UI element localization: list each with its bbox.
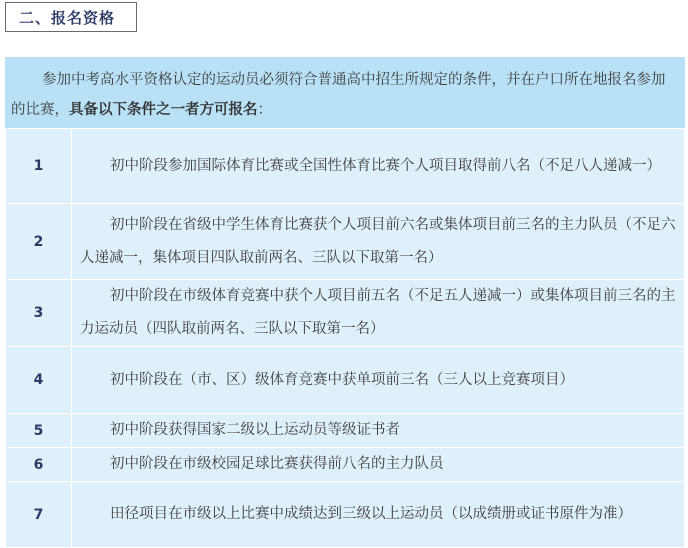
condition-number: 2 [6, 204, 72, 280]
table-row [6, 414, 685, 448]
condition-text: 田径项目在市级以上比赛中成绩达到三级以上运动员（以成绩册或证书原件为准） [72, 482, 685, 548]
condition-number: 1 [6, 129, 72, 204]
condition-text: 初中阶段在市级校园足球比赛获得前八名的主力队员 [72, 448, 685, 482]
condition-number: 3 [6, 280, 72, 347]
condition-text: 初中阶段在省级中学生体育比赛获个人项目前六名或集体项目前三名的主力队员（不足六人递减一，集体项目四队取前两名、三队以下取第一名） [72, 204, 685, 280]
intro-paragraph [5, 57, 685, 128]
section-title-text: 二、报名资格 [19, 8, 116, 27]
table-row [6, 129, 685, 204]
condition-number: 6 [6, 448, 72, 482]
condition-text: 初中阶段在市级体育竞赛中获个人项目前五名（不足五人递减一）或集体项目前三名的主力运动员（四队取前两名、三队以下取第一名） [72, 280, 685, 347]
condition-text: 初中阶段在（市、区）级体育竞赛中获单项前三名（三人以上竞赛项目） [72, 347, 685, 414]
condition-text: 初中阶段获得国家二级以上运动员等级证书者 [72, 414, 685, 448]
table-row [6, 347, 685, 414]
table-row [6, 280, 685, 347]
intro-emphasis: 具备以下条件之一者方可报名 [69, 102, 258, 118]
table-row [6, 482, 685, 548]
intro-end: ： [257, 102, 272, 118]
intro-text: 参加中考高水平资格认定的运动员必须符合普通高中招生所规定的条件，并在户口所在地报名参加的比赛， [11, 72, 666, 118]
table-row [6, 204, 685, 280]
condition-number: 4 [6, 347, 72, 414]
conditions-table [5, 128, 685, 548]
condition-number: 7 [6, 482, 72, 548]
table-row [6, 448, 685, 482]
condition-number: 5 [6, 414, 72, 448]
section-title [5, 2, 137, 32]
condition-text: 初中阶段参加国际体育比赛或全国性体育比赛个人项目取得前八名（不足八人递减一） [72, 129, 685, 204]
